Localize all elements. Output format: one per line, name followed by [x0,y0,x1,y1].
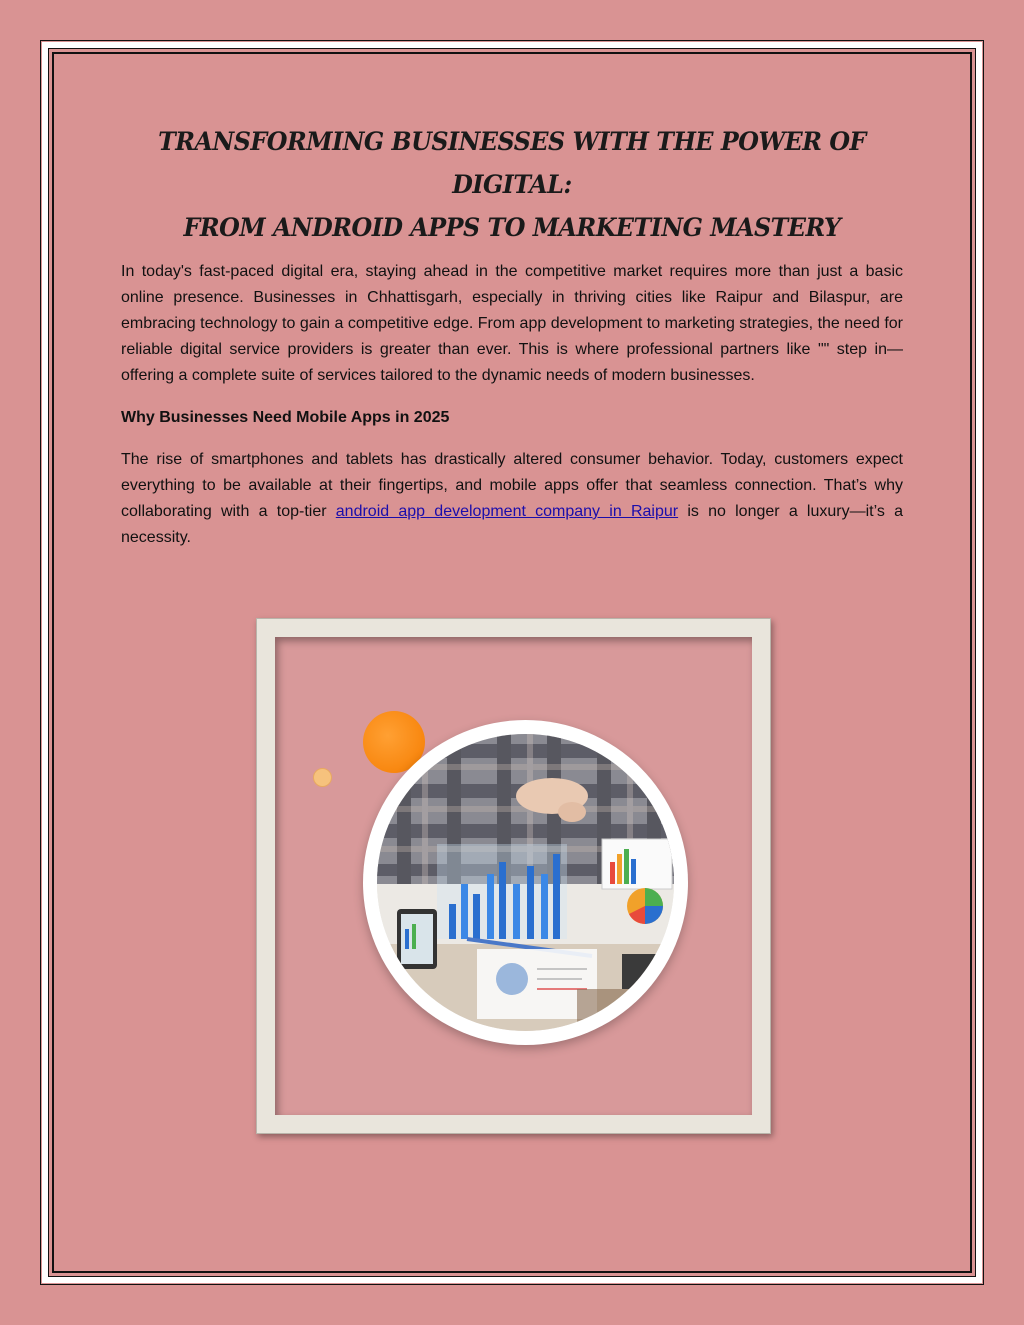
photo-circle-frame [363,720,688,1045]
decorative-dot [313,768,332,787]
paragraph-text-end: is no longer a luxury—it’s a necessity. [121,503,904,546]
intro-paragraph: In today's fast-paced digital era, staying ahead in the competitive market requires more than just a basic online presence. Businesses in Chhattisgarh, especially in thriving cities like Raipur and Bilaspur, are embracing technology to gain a competitive edge. From app development to marketing strategies, the need for reliable digital service providers is greater than ever. This is where professional partners like "" step in—offering a complete suite of services tailored to the dynamic needs of modern businesses. [121,263,903,384]
section-heading: Why Businesses Need Mobile Apps in 2025 [121,409,450,426]
paragraph-text-start: The rise of smartphones and tablets has drastically altered consumer behavior. Today, customers expect everything to be available at their fingertips, and mobile apps offer that seamless connection. That’s why collaborating with a top-tier [121,451,903,520]
document-body [121,259,903,551]
mobile-apps-paragraph [121,447,903,551]
android-app-development-link[interactable]: android app development company in Raipur [335,503,679,520]
illustration-frame [256,618,771,1134]
title-line-1: TRANSFORMING BUSINESSES WITH THE POWER OF DIGITAL: [158,127,866,199]
title-line-2: FROM ANDROID APPS TO MARKETING MASTERY [183,213,841,242]
document-title [121,120,904,249]
business-analytics-photo [377,734,674,1031]
illustration-panel [275,637,752,1115]
